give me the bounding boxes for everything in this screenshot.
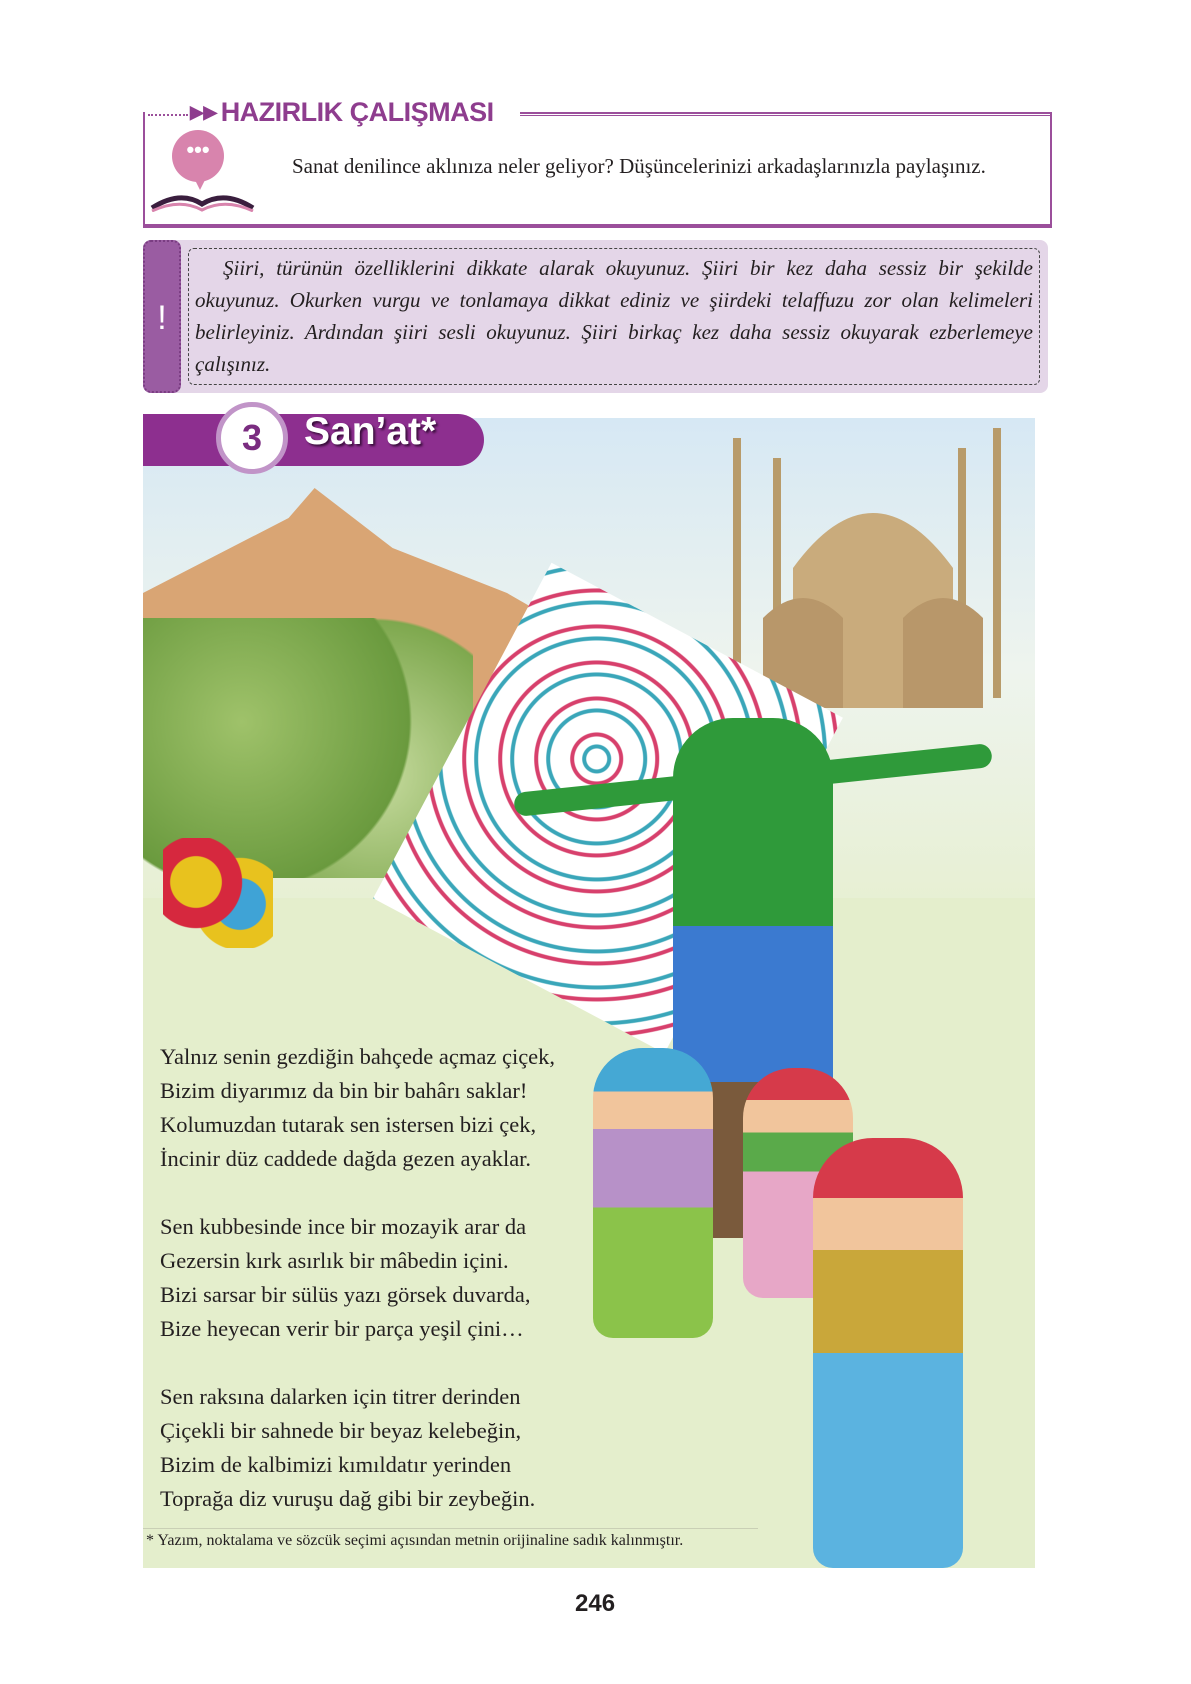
preparation-title (190, 97, 500, 128)
preparation-title-text: HAZIRLIK ÇALIŞMASI (220, 97, 494, 127)
bubble-dots: ••• (186, 137, 210, 162)
poem-line: Toprağa diz vuruşu dağ gibi bir zeybeğin. (160, 1486, 536, 1511)
footnote-divider (143, 1528, 758, 1529)
poem-line: Kolumuzdan tutarak sen istersen bizi çek, (160, 1112, 537, 1137)
dotted-leader (148, 114, 188, 116)
instruction-text: Şiiri, türünün özelliklerini dikkate alarak okuyunuz. Şiiri bir kez daha sessiz bir şekilde okuyunuz. Okurken vurgu ve tonlamaya dikkat ediniz ve şiirdeki telaffuzu zor olan kelimeleri belirleyiniz. Ardından şiiri sesli okuyunuz. Şiiri birkaç kez daha sessiz okuyarak ezberlemeye çalışınız. (195, 256, 1033, 376)
lesson-title: San’at* (304, 410, 437, 453)
poem-line: Bizi sarsar bir sülüs yazı görsek duvarda, (160, 1282, 531, 1307)
poem-line: Bizim de kalbimizi kımıldatır yerinden (160, 1452, 512, 1477)
poem (160, 1040, 555, 1550)
mosque-illustration (703, 418, 1023, 708)
preparation-text: Sanat denilince aklınıza neler geliyor? Düşüncelerinizi arkadaşlarınızla paylaşınız. (292, 154, 986, 178)
poem-line: Yalnız senin gezdiğin bahçede açmaz çiçek, (160, 1044, 556, 1069)
poem-line: Bize heyecan verir bir parça yeşil çini… (160, 1316, 524, 1341)
child-trumpet-player (813, 1138, 963, 1568)
exclamation-icon (143, 240, 181, 393)
exclamation-mark: ! (157, 299, 167, 337)
poem-line: Sen kubbesinde ince bir mozayik arar da (160, 1214, 527, 1239)
footnote: * Yazım, noktalama ve sözcük seçimi açısından metnin orijinaline sadık kalınmıştır. (146, 1532, 684, 1549)
poem-line: İncinir düz caddede dağda gezen ayaklar. (160, 1146, 532, 1171)
poem-line: Sen raksına dalarken için titrer derinden (160, 1384, 521, 1409)
lesson-number: 3 (216, 402, 288, 474)
child-dancer (593, 1048, 713, 1338)
stanza (160, 1380, 555, 1516)
poem-line: Bizim diyarımız da bin bir bahârı saklar! (160, 1078, 528, 1103)
butterfly (163, 838, 273, 948)
poem-line: Gezersin kırk asırlık bir mâbedin içini. (160, 1248, 509, 1273)
preparation-rule (520, 112, 1052, 116)
stanza (160, 1210, 555, 1346)
page-number: 246 (575, 1590, 616, 1617)
open-book-icon (150, 188, 255, 212)
speech-bubble-icon (172, 130, 224, 182)
stanza (160, 1040, 555, 1176)
double-arrow-icon: ▶▶ (190, 102, 217, 122)
poem-line: Çiçekli bir sahnede bir beyaz kelebeğin, (160, 1418, 522, 1443)
